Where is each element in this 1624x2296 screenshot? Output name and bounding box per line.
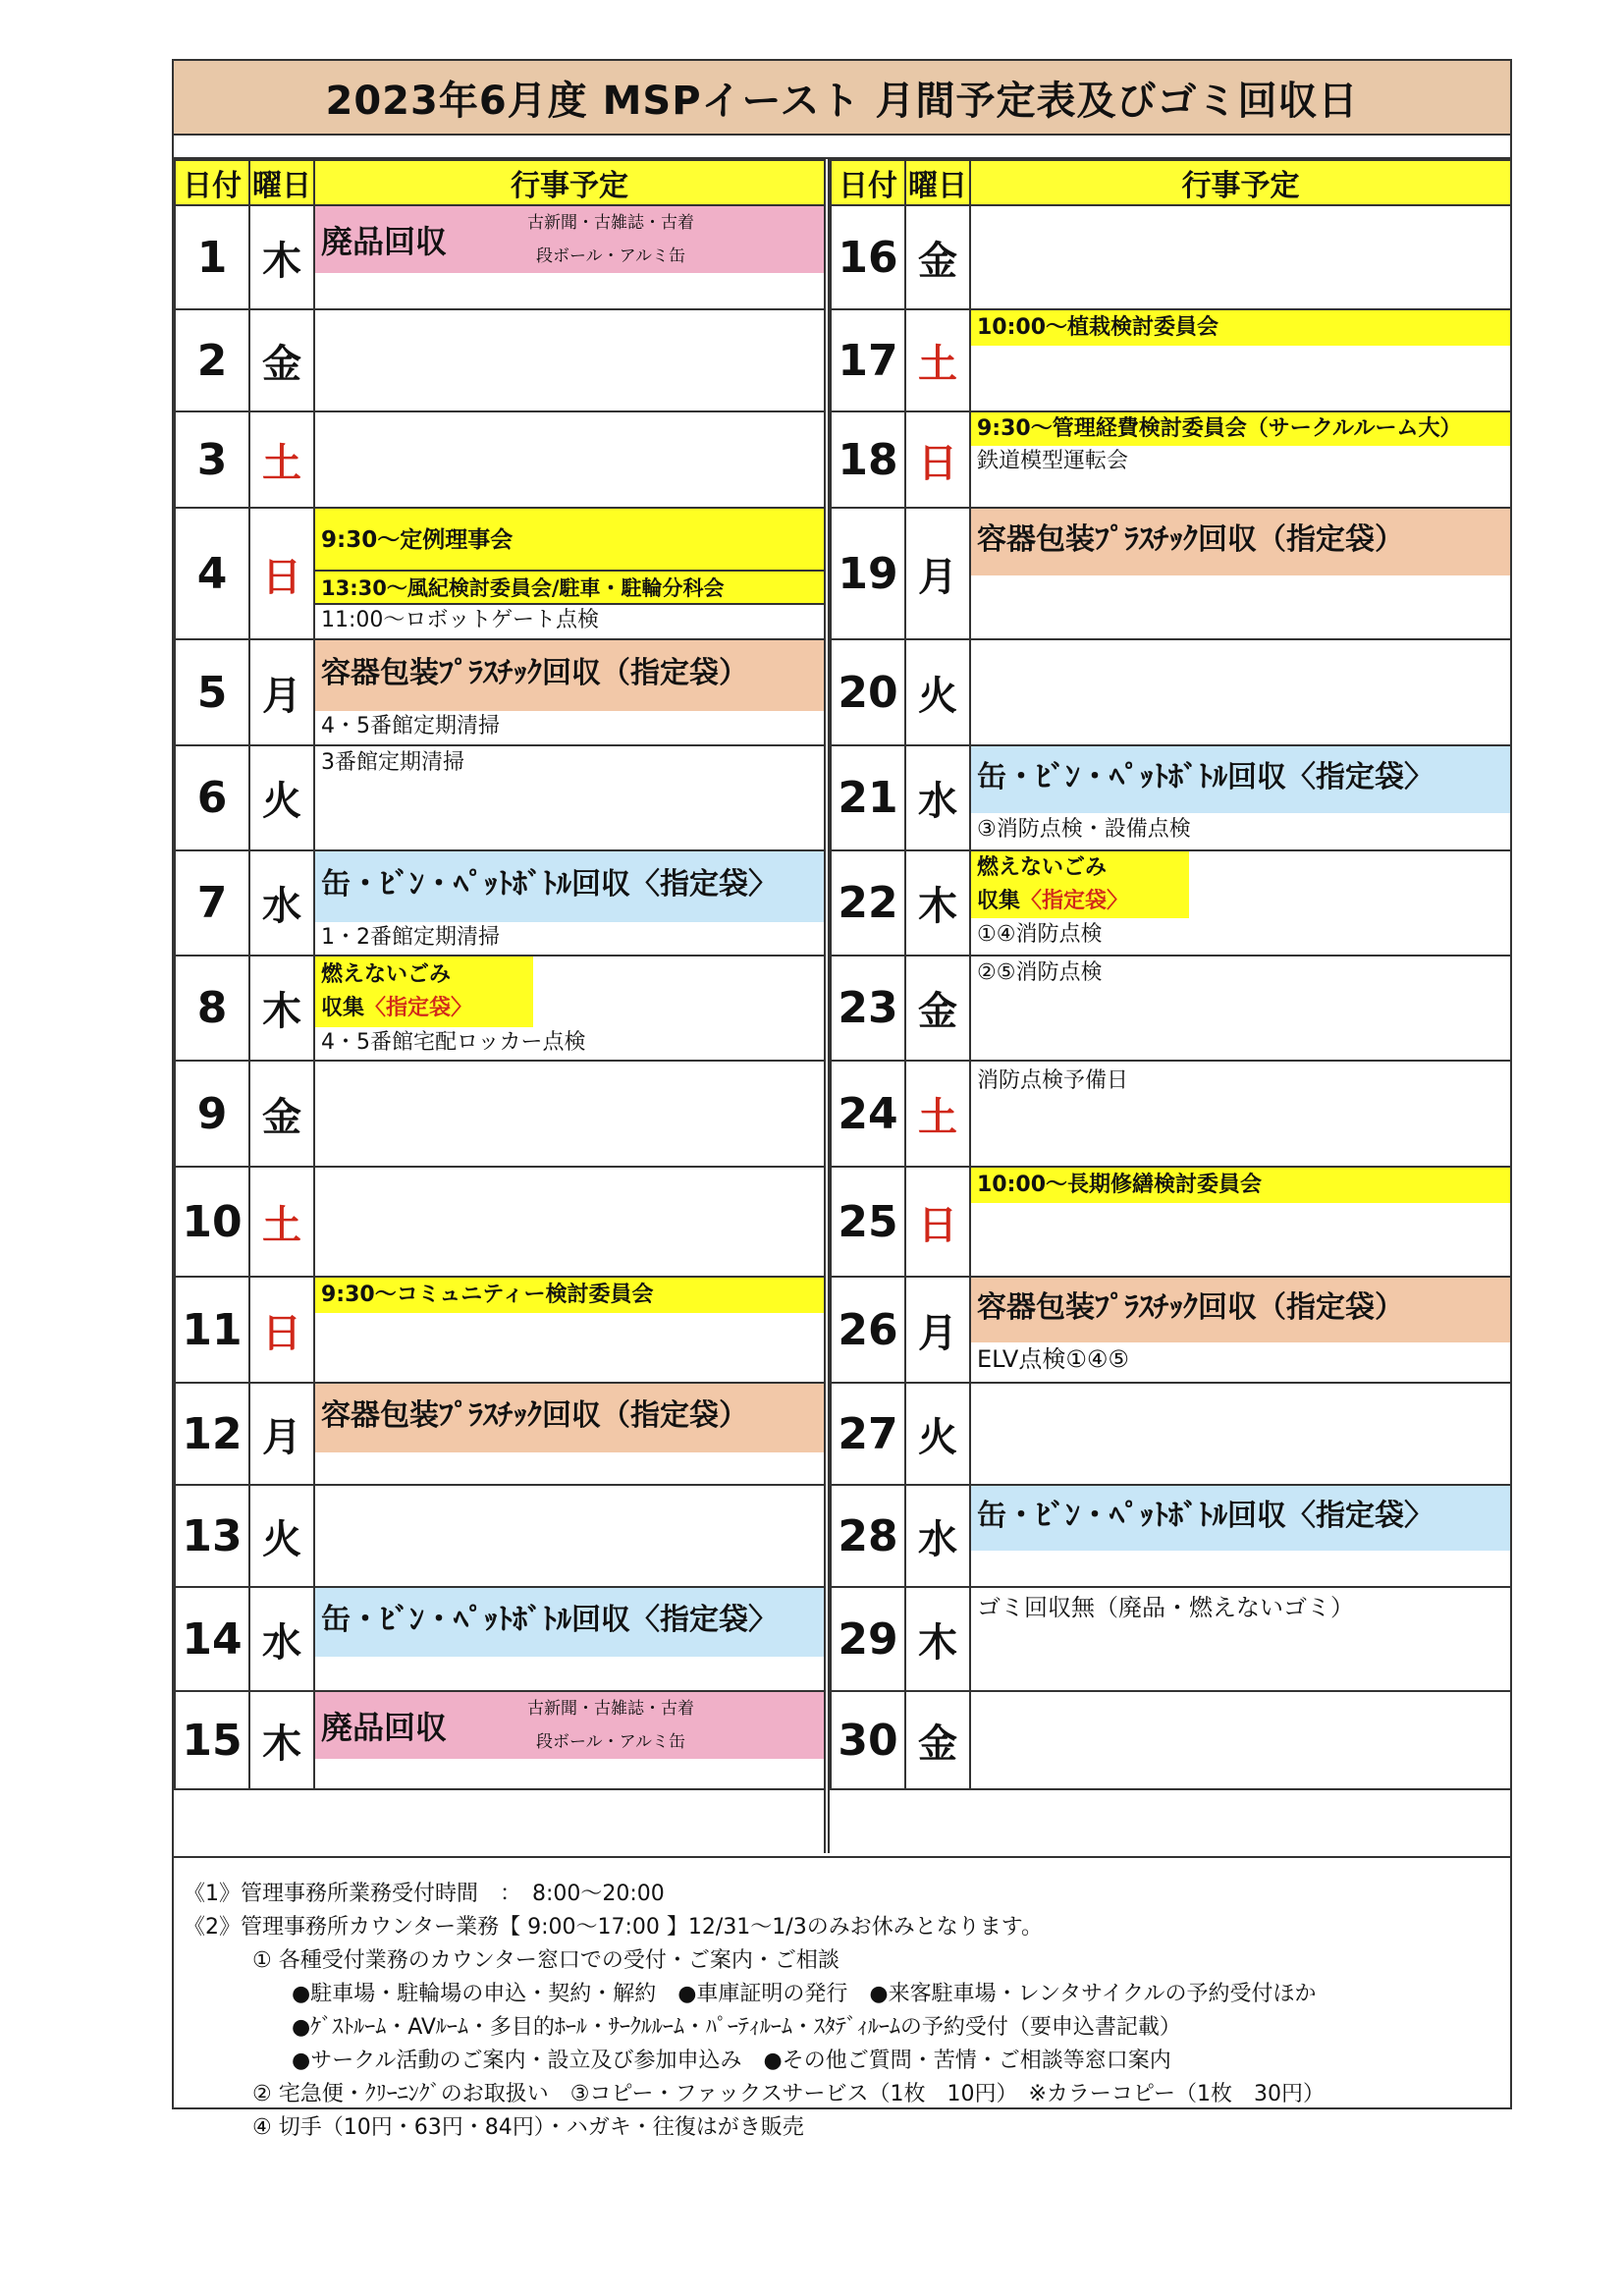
table-row xyxy=(831,745,1511,850)
date-cell: 5 xyxy=(175,639,249,745)
weekday-cell: 日 xyxy=(905,1167,970,1277)
weekday-cell: 火 xyxy=(905,639,970,745)
weekday-cell: 金 xyxy=(905,1691,970,1789)
weekday-cell: 水 xyxy=(905,745,970,850)
table-row xyxy=(831,1277,1511,1383)
weekday-cell: 月 xyxy=(249,639,314,745)
date-cell: 20 xyxy=(831,639,905,745)
weekday-cell: 月 xyxy=(249,1383,314,1485)
weekday-cell: 木 xyxy=(249,205,314,309)
plastic-collection: 容器包装ﾌﾟﾗｽﾁｯｸ回収（指定袋） xyxy=(315,1384,824,1452)
event-cell xyxy=(970,309,1511,411)
table-row xyxy=(175,850,825,956)
table-row xyxy=(175,411,825,508)
date-cell: 30 xyxy=(831,1691,905,1789)
shitei-bukuro: 〈指定袋〉 xyxy=(1020,889,1129,913)
header-weekday: 曜日 xyxy=(249,160,314,205)
header-events: 行事予定 xyxy=(314,160,825,205)
event-cell xyxy=(314,1587,825,1691)
weekday-cell: 金 xyxy=(905,205,970,309)
event-cell xyxy=(314,1383,825,1485)
event-cell xyxy=(314,745,825,850)
table-row xyxy=(831,1691,1511,1789)
event-cell xyxy=(970,956,1511,1061)
date-cell: 24 xyxy=(831,1061,905,1167)
event-shobo: ②⑤消防点検 xyxy=(977,960,1103,985)
table-row xyxy=(831,1485,1511,1587)
date-cell: 21 xyxy=(831,745,905,850)
plastic-collection: 容器包装ﾌﾟﾗｽﾁｯｸ回収（指定袋） xyxy=(971,509,1510,575)
shitei-bukuro: 〈指定袋〉 xyxy=(364,996,473,1020)
event-cell xyxy=(970,850,1511,956)
table-row xyxy=(175,745,825,850)
plastic-collection: 容器包装ﾌﾟﾗｽﾁｯｸ回収（指定袋） xyxy=(971,1278,1510,1342)
event-shobo: ③消防点検・設備点検 xyxy=(977,817,1191,842)
table-row xyxy=(175,205,825,309)
service-1: ① 各種受付業務のカウンター窓口での受付・ご案内・ご相談 xyxy=(252,1948,839,1973)
event-shokusai: 10:00～植栽検討委員会 xyxy=(971,310,1510,346)
date-cell: 9 xyxy=(175,1061,249,1167)
haihin-sub1: 古新聞・古雑誌・古着 xyxy=(527,213,694,233)
table-row xyxy=(175,1691,825,1789)
weekday-cell: 日 xyxy=(249,1277,314,1383)
event-teirei: 9:30～定例理事会 xyxy=(315,509,824,572)
table-row xyxy=(831,1061,1511,1167)
moenai-label: 燃えないごみ xyxy=(321,962,452,987)
event-cell xyxy=(970,639,1511,745)
haihin-block xyxy=(315,206,824,273)
weekday-cell: 月 xyxy=(905,508,970,639)
weekday-cell: 水 xyxy=(249,1587,314,1691)
table-row xyxy=(831,639,1511,745)
office-info xyxy=(174,1856,1510,2140)
schedule-table-right xyxy=(830,159,1512,1790)
can-collection: 缶・ﾋﾞﾝ・ﾍﾟｯﾄﾎﾞﾄﾙ回収〈指定袋〉 xyxy=(971,746,1510,813)
event-cell xyxy=(970,1061,1511,1167)
header-weekday: 曜日 xyxy=(905,160,970,205)
weekday-cell: 金 xyxy=(249,1061,314,1167)
haihin-label: 廃品回収 xyxy=(321,1709,448,1746)
weekday-cell: 日 xyxy=(905,411,970,508)
table-row xyxy=(175,639,825,745)
schedule-frame xyxy=(172,59,1512,2140)
moenai-block xyxy=(971,851,1189,918)
haihin-sub2: 段ボール・アルミ缶 xyxy=(536,1732,685,1752)
service-2-3: ② 宅急便・ｸﾘｰﾆﾝｸﾞのお取扱い ③コピー・ファックスサービス（1枚 10円） ※カラーコピー（1枚 30円） xyxy=(252,2082,1325,2106)
event-cell xyxy=(314,1061,825,1167)
weekday-cell: 金 xyxy=(905,956,970,1061)
event-cleaning: 3番館定期清掃 xyxy=(321,750,464,775)
date-cell: 27 xyxy=(831,1383,905,1485)
weekday-cell: 木 xyxy=(249,956,314,1061)
event-cell xyxy=(970,1691,1511,1789)
event-cell xyxy=(970,1485,1511,1587)
event-cell xyxy=(970,1587,1511,1691)
date-cell: 18 xyxy=(831,411,905,508)
weekday-cell: 木 xyxy=(905,1587,970,1691)
event-no-collection: ゴミ回収無（廃品・燃えないゴミ） xyxy=(977,1594,1354,1621)
weekday-cell: 水 xyxy=(249,850,314,956)
service-parking: ●駐車場・駐輪場の申込・契約・解約 ●車庫証明の発行 ●来客駐車場・レンタサイクルの予約受付ほか xyxy=(292,1982,1317,2006)
weekday-cell: 土 xyxy=(905,1061,970,1167)
event-elv: ELV点検①④⑤ xyxy=(977,1345,1129,1373)
date-cell: 16 xyxy=(831,205,905,309)
haihin-sub2: 段ボール・アルミ缶 xyxy=(536,246,685,266)
event-railway: 鉄道模型運転会 xyxy=(977,449,1129,473)
moenai-collect: 収集 xyxy=(321,996,365,1020)
event-cell xyxy=(314,1485,825,1587)
schedule-table-left xyxy=(174,159,826,1790)
can-collection: 缶・ﾋﾞﾝ・ﾍﾟｯﾄﾎﾞﾄﾙ回収〈指定袋〉 xyxy=(315,851,824,922)
event-keihi: 9:30～管理経費検討委員会（サークルルーム大） xyxy=(971,412,1510,446)
event-cell xyxy=(970,1277,1511,1383)
moenai-block xyxy=(315,957,533,1027)
date-cell: 3 xyxy=(175,411,249,508)
event-cell xyxy=(970,745,1511,850)
event-shobo: ①④消防点検 xyxy=(977,922,1103,947)
event-cell xyxy=(314,411,825,508)
moenai-collect: 収集 xyxy=(977,889,1021,913)
weekday-cell: 火 xyxy=(249,745,314,850)
table-row xyxy=(831,411,1511,508)
table-row xyxy=(175,1485,825,1587)
can-collection: 缶・ﾋﾞﾝ・ﾍﾟｯﾄﾎﾞﾄﾙ回収〈指定袋〉 xyxy=(971,1486,1510,1551)
event-cell xyxy=(314,956,825,1061)
weekday-cell: 火 xyxy=(249,1485,314,1587)
haihin-sub1: 古新聞・古雑誌・古着 xyxy=(527,1699,694,1719)
office-hours: 《1》管理事務所業務受付時間 ： 8:00～20:00 xyxy=(184,1882,665,1906)
header-events: 行事予定 xyxy=(970,160,1511,205)
haihin-block xyxy=(315,1692,824,1759)
date-cell: 8 xyxy=(175,956,249,1061)
date-cell: 28 xyxy=(831,1485,905,1587)
date-cell: 23 xyxy=(831,956,905,1061)
table-row xyxy=(175,1587,825,1691)
event-shobo-yobi: 消防点検予備日 xyxy=(977,1068,1129,1093)
date-cell: 11 xyxy=(175,1277,249,1383)
can-collection: 缶・ﾋﾞﾝ・ﾍﾟｯﾄﾎﾞﾄﾙ回収〈指定袋〉 xyxy=(315,1588,824,1657)
date-cell: 13 xyxy=(175,1485,249,1587)
event-cell xyxy=(314,1691,825,1789)
date-cell: 2 xyxy=(175,309,249,411)
date-cell: 19 xyxy=(831,508,905,639)
weekday-cell: 土 xyxy=(905,309,970,411)
date-cell: 14 xyxy=(175,1587,249,1691)
plastic-collection: 容器包装ﾌﾟﾗｽﾁｯｸ回収（指定袋） xyxy=(315,640,824,711)
table-row xyxy=(175,1277,825,1383)
table-row xyxy=(831,309,1511,411)
date-cell: 1 xyxy=(175,205,249,309)
table-row xyxy=(175,1061,825,1167)
haihin-label: 廃品回収 xyxy=(321,223,448,260)
table-row xyxy=(175,309,825,411)
page-title: 2023年6月度 MSPイースト 月間予定表及びゴミ回収日 xyxy=(174,61,1510,136)
weekday-cell: 土 xyxy=(249,1167,314,1277)
event-cleaning: 4・5番館定期清掃 xyxy=(321,714,500,738)
table-row xyxy=(831,1383,1511,1485)
table-row xyxy=(175,508,825,639)
counter-hours: 《2》管理事務所カウンター業務【 9:00～17:00 】12/31～1/3のみお休みとなります。 xyxy=(184,1915,1043,1940)
weekday-cell: 水 xyxy=(905,1485,970,1587)
event-cell xyxy=(314,309,825,411)
date-cell: 6 xyxy=(175,745,249,850)
table-row xyxy=(175,1167,825,1277)
header-date: 日付 xyxy=(175,160,249,205)
date-cell: 10 xyxy=(175,1167,249,1277)
weekday-cell: 土 xyxy=(249,411,314,508)
event-cell xyxy=(314,205,825,309)
event-cell xyxy=(970,1383,1511,1485)
event-cell xyxy=(314,639,825,745)
date-cell: 17 xyxy=(831,309,905,411)
date-cell: 26 xyxy=(831,1277,905,1383)
weekday-cell: 金 xyxy=(249,309,314,411)
event-cleaning: 1・2番館定期清掃 xyxy=(321,925,500,950)
table-row xyxy=(175,1383,825,1485)
date-cell: 25 xyxy=(831,1167,905,1277)
table-row xyxy=(831,1167,1511,1277)
table-row xyxy=(831,956,1511,1061)
header-date: 日付 xyxy=(831,160,905,205)
event-cell xyxy=(314,850,825,956)
table-row xyxy=(175,956,825,1061)
event-cell xyxy=(970,205,1511,309)
weekday-cell: 月 xyxy=(905,1277,970,1383)
service-circle: ●サークル活動のご案内・設立及び参加申込み ●その他ご質問・苦情・ご相談等窓口案内 xyxy=(292,2049,1171,2073)
date-cell: 7 xyxy=(175,850,249,956)
weekday-cell: 木 xyxy=(249,1691,314,1789)
table-row xyxy=(831,850,1511,956)
event-locker: 4・5番館宅配ロッカー点検 xyxy=(321,1030,586,1055)
weekday-cell: 木 xyxy=(905,850,970,956)
date-cell: 29 xyxy=(831,1587,905,1691)
date-cell: 4 xyxy=(175,508,249,639)
event-cell xyxy=(314,508,825,639)
table-row xyxy=(831,508,1511,639)
event-fuki: 13:30～風紀検討委員会/駐車・駐輪分科会 xyxy=(315,572,824,605)
event-cell xyxy=(970,1167,1511,1277)
weekday-cell: 日 xyxy=(249,508,314,639)
event-cell xyxy=(314,1167,825,1277)
date-cell: 15 xyxy=(175,1691,249,1789)
table-row xyxy=(831,205,1511,309)
date-cell: 22 xyxy=(831,850,905,956)
event-cell xyxy=(314,1277,825,1383)
service-rooms: ●ｹﾞｽﾄﾙｰﾑ・AVﾙｰﾑ・多目的ﾎｰﾙ・ｻｰｸﾙﾙｰﾑ・ﾊﾟｰﾃｨﾙｰﾑ・ｽﾀﾃﾞｨﾙｰﾑの予約受付（要申込書記載） xyxy=(292,2015,1181,2040)
service-4: ④ 切手（10円・63円・84円）・ハガキ・往復はがき販売 xyxy=(252,2115,804,2140)
event-cell xyxy=(970,508,1511,639)
event-community: 9:30～コミュニティー検討委員会 xyxy=(315,1278,824,1313)
table-row xyxy=(831,1587,1511,1691)
moenai-label: 燃えないごみ xyxy=(977,855,1108,880)
date-cell: 12 xyxy=(175,1383,249,1485)
event-cell xyxy=(970,411,1511,508)
event-robot: 11:00～ロボットゲート点検 xyxy=(321,608,599,632)
event-shuzen: 10:00～長期修繕検討委員会 xyxy=(971,1168,1510,1203)
weekday-cell: 火 xyxy=(905,1383,970,1485)
